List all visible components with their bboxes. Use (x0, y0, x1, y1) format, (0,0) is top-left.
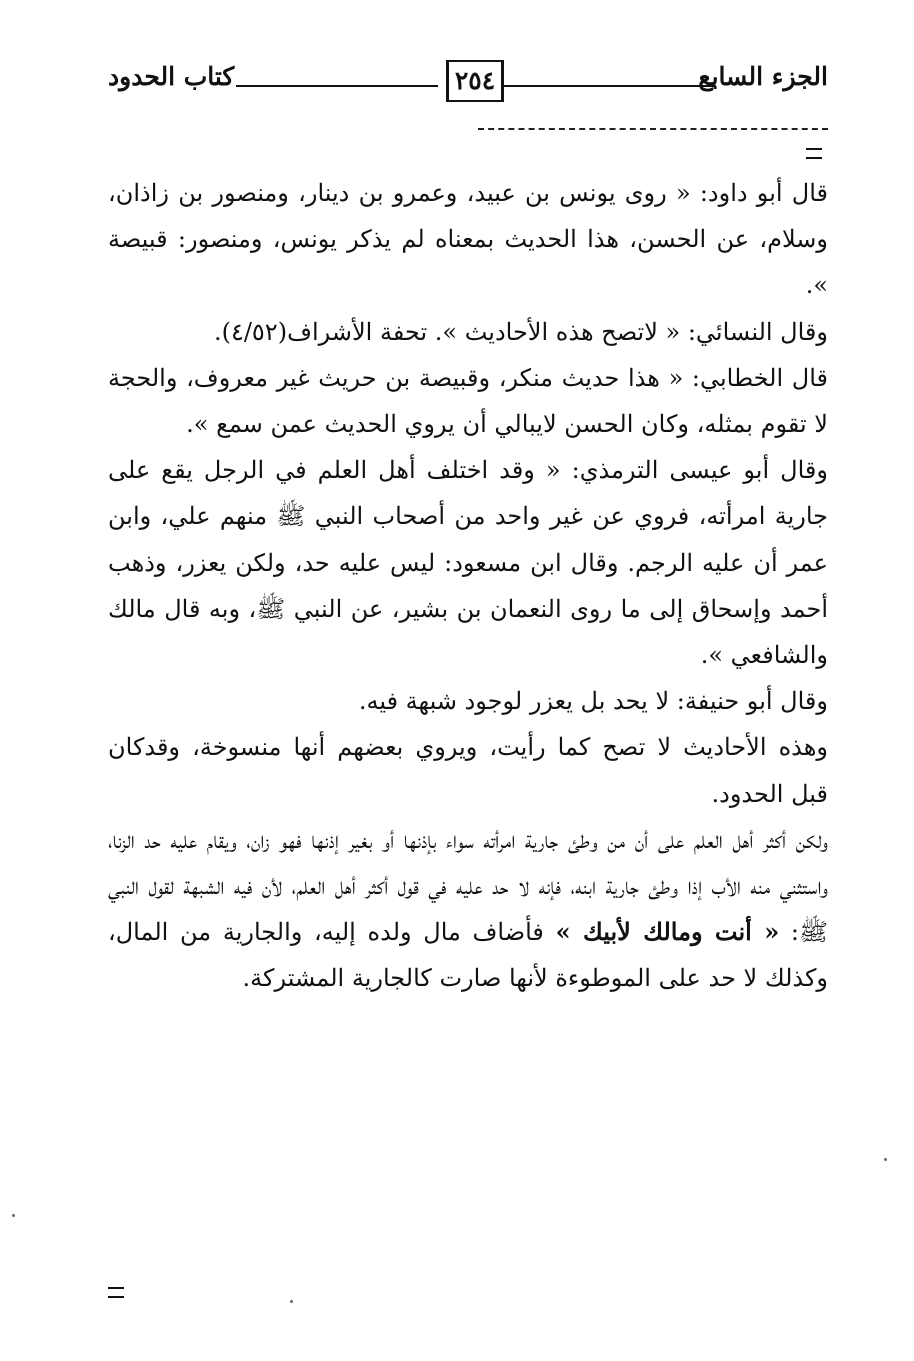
paragraph-majority-opinion (108, 817, 828, 1002)
header-rule-left (236, 85, 438, 87)
paragraph-tirmidhi: وقال أبو عيسى الترمذي: « وقد اختلف أهل العلم في الرجل يقع على جارية امرأته، فروي عن غير واحد من أصحاب النبي ﷺ منهم علي، وابن عمر أن عليه الرجم. وقال ابن مسعود: ليس عليه حد، ولكن يعزر، وذهب أحمد وإسحاق إلى ما روى النعمان بن بشير، عن النبي ﷺ، وبه قال مالك والشافعي ». (108, 456, 828, 670)
double-bar-mark-bottom (108, 1287, 124, 1298)
paragraph-nasai: وقال النسائي: « لاتصح هذه الأحاديث ». تحفة الأشراف(٤/٥٢). (213, 317, 828, 346)
running-header (108, 52, 828, 112)
double-bar-mark-top (806, 148, 822, 159)
book-title: كتاب الحدود (108, 62, 235, 91)
scan-speck (12, 1214, 15, 1217)
paragraph-khattabi: قال الخطابي: « هذا حديث منكر، وقبيصة بن حريث غير معروف، والحجة لا تقوم بمثله، وكان الحسن لايبالي أن يروي الحديث عمن سمع ». (108, 363, 828, 439)
paragraph-abu-dawud: قال أبو داود: « روى يونس بن عبيد، وعمرو بن دينار، ومنصور بن زاذان، وسلام، عن الحسن، هذا الحديث بمعناه لم يذكر يونس، ومنصور: قبيصة ». (108, 179, 828, 300)
paragraph-abrogation: وهذه الأحاديث لا تصح كما رأيت، ويروي بعضهم أنها منسوخة، وقدكان قبل الحدود. (108, 733, 828, 808)
page-number: ٢٥٤ (446, 60, 504, 102)
hadith-quote: « أنت ومالك لأبيك » (555, 917, 780, 947)
paragraph-text-before-quote: ولكن أكثر أهل العلم على أن من وطئ جارية امرأته سواء بإذنها أو بغير إذنها فهو زان، ويقام عليه حد الزنا، واستثني منه الأب إذا وطئ جارية ابنه، فإنه لا حد عليه في قول أكثر أهل العلم، لأن فيه الشبهة لقول النبي ﷺ: (108, 825, 829, 947)
volume-title: الجزء السابع (698, 62, 828, 91)
main-text (108, 170, 828, 1002)
scan-speck (290, 1300, 293, 1303)
paragraph-abu-hanifa: وقال أبو حنيفة: لا يحد بل يعزر لوجود شبهة فيه. (358, 687, 828, 716)
scan-speck (884, 1158, 887, 1161)
paragraph-text-after-quote: فأضاف مال ولده إليه، والجارية من المال، وكذلك لا حد على الموطوءة لأنها صارت كالجارية المشتركة. (108, 918, 828, 993)
header-dashed-separator (478, 128, 828, 130)
header-rule-right (504, 85, 716, 87)
